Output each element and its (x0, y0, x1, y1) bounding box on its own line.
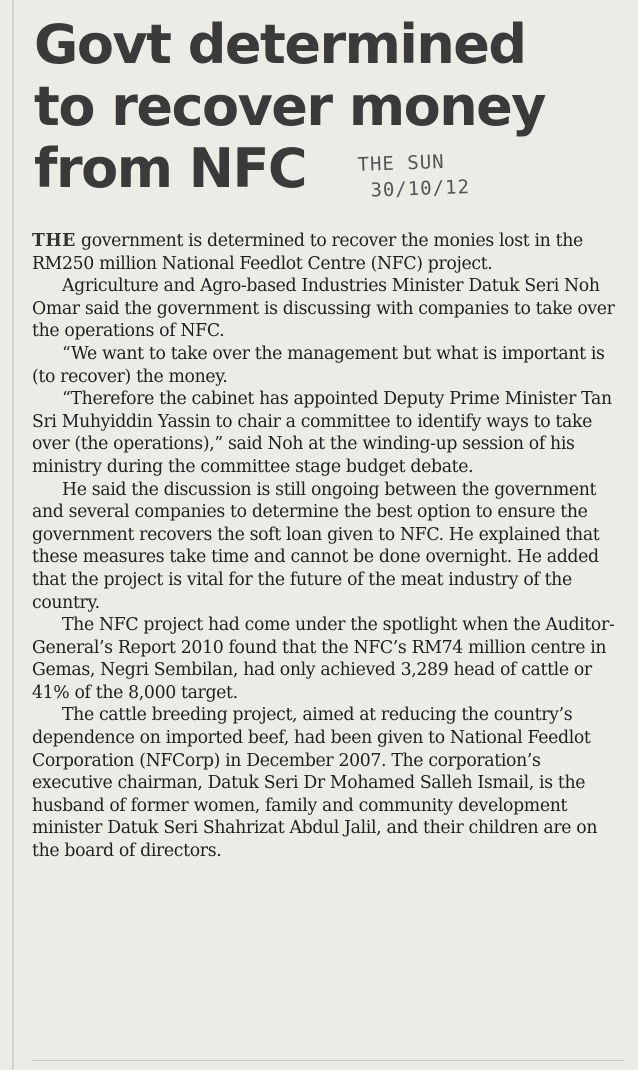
paragraph-2: Agriculture and Agro-based Industries Minister Datuk Seri Noh Omar said the government is discussing with companies to take over the operations of NFC. (32, 276, 615, 342)
handwritten-publication: THE SUN (357, 150, 445, 176)
paragraph-4: “Therefore the cabinet has appointed Deputy Prime Minister Tan Sri Muhyiddin Yassin to chair a committee to identify ways to take over (the operations),” said Noh at the winding-up session of his ministry during the committee stage budget debate. (32, 389, 612, 477)
headline-line-3: from NFC (34, 137, 307, 200)
paragraph-1-text: government is determined to recover the monies lost in the RM250 million National Feedlot Centre (NFC) project. (32, 231, 583, 274)
headline-line-1: Govt determined (34, 13, 526, 76)
paragraph-7: The cattle breeding project, aimed at reducing the country’s dependence on imported beef, had been given to National Feedlot Corporation (NFCorp) in December 2007. The corporation’s executive chairman, Datuk Seri Dr Mohamed Salleh Ismail, is the husband of former women, family and community development minister Datuk Seri Shahrizat Abdul Jalil, and their children are on the board of directors. (32, 705, 598, 862)
paragraph-3: “We want to take over the management but what is important is (to recover) the money. (32, 343, 605, 387)
paragraph-1 (32, 230, 624, 275)
handwritten-source-note (357, 148, 470, 204)
handwritten-date: 30/10/12 (370, 176, 471, 202)
paper-edge (12, 0, 14, 1070)
article-body (32, 230, 624, 863)
headline (34, 14, 624, 200)
paragraph-5: He said the discussion is still ongoing between the government and several companies to determine the best option to ensure the government recovers the soft loan given to NFC. He explained that these measures take time and cannot be done overnight. He added that the project is vital for the future of the meat industry of the country. (32, 479, 600, 613)
bottom-rule (32, 1060, 624, 1061)
paragraph-6: The NFC project had come under the spotlight when the Auditor-General’s Report 2010 found that the NFC’s RM74 million centre in Gemas, Negri Sembilan, had only achieved 3,289 head of cattle or 41% of the 8,000 target. (32, 615, 615, 703)
lead-word: THE (32, 231, 76, 251)
headline-line-2: to recover money (34, 75, 545, 138)
